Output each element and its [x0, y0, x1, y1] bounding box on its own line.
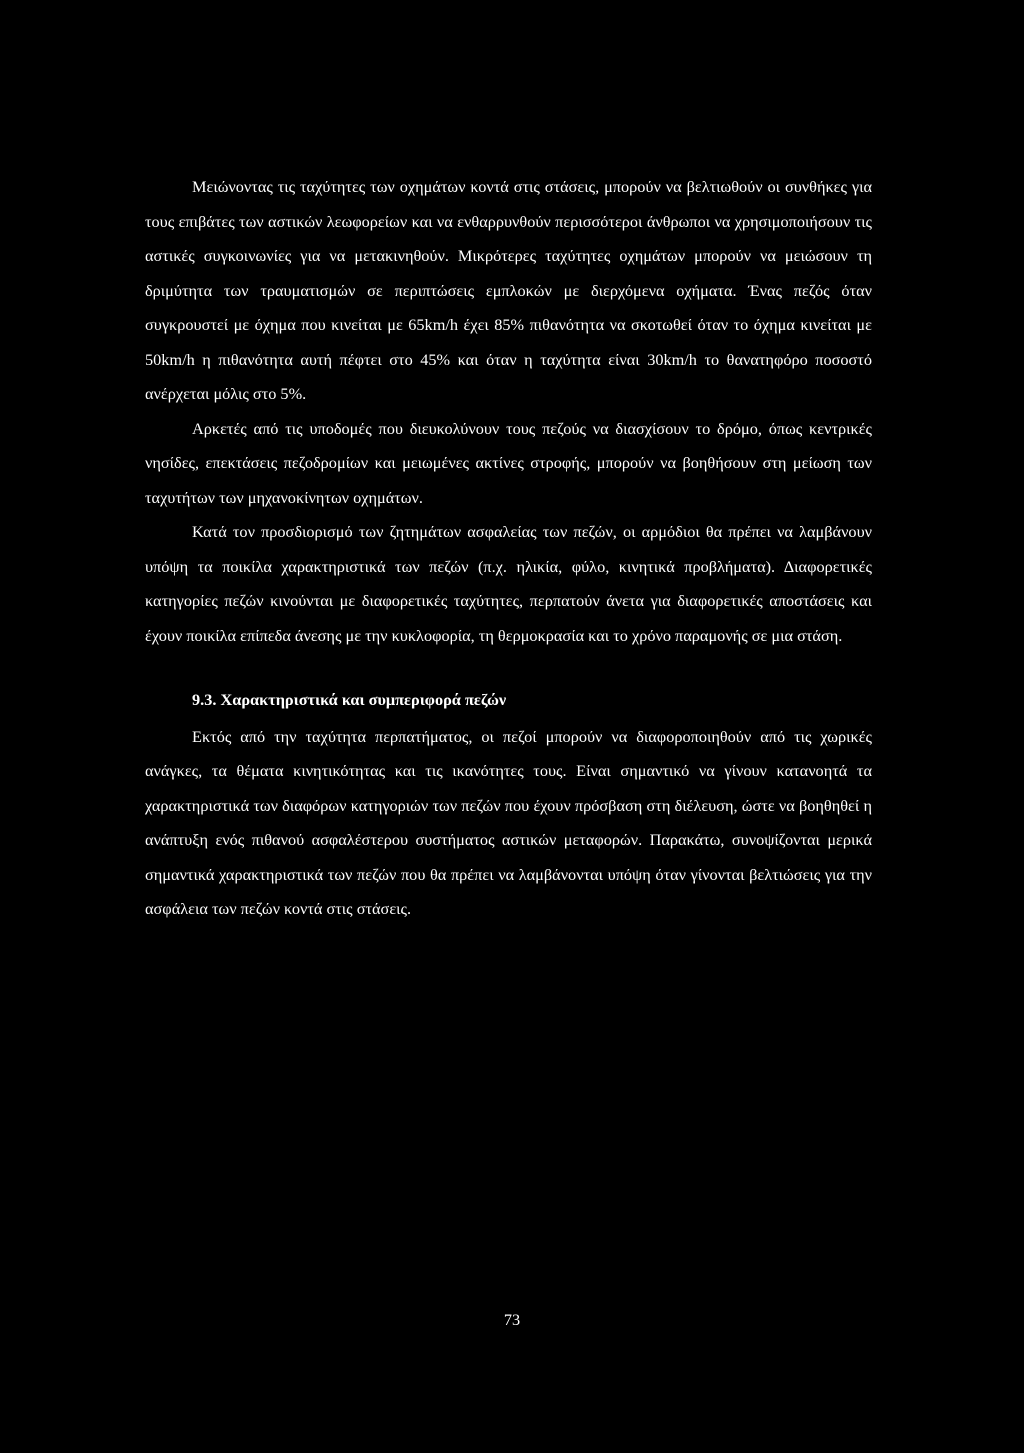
section-title: Χαρακτηριστικά και συμπεριφορά πεζών	[220, 690, 507, 709]
page-content	[145, 170, 872, 927]
section-heading	[145, 683, 872, 718]
paragraph-infrastructure: Αρκετές από τις υποδομές που διευκολύνουν τους πεζούς να διασχίσουν το δρόμο, όπως κεντρικές νησίδες, επεκτάσεις πεζοδρομίων και μειωμένες ακτίνες στροφής, μπορούν να βοηθήσουν στη μείωση των ταχυτήτων των μηχανοκίνητων οχημάτων.	[145, 418, 872, 507]
paragraph-pedestrian-characteristics: Κατά τον προσδιορισμό των ζητημάτων ασφαλείας των πεζών, οι αρμόδιοι θα πρέπει να λαμβάνουν υπόψη τα ποικίλα χαρακτηριστικά των πεζών (π.χ. ηλικία, φύλο, κινητικά προβλήματα). Διαφορετικές κατηγορίες πεζών κινούνται με διαφορετικές ταχύτητες, περπατούν άνετα για διαφορετικές αποστάσεις και έχουν ποικίλα επίπεδα άνεσης με την κυκλοφορία, τη θερμοκρασία και το χρόνο παραμονής σε μια στάση.	[145, 522, 872, 645]
section-number: 9.3.	[192, 690, 217, 709]
page-number: 73	[503, 1310, 521, 1329]
paragraph-section-intro: Εκτός από την ταχύτητα περπατήματος, οι πεζοί μπορούν να διαφοροποιηθούν από τις χωρικές ανάγκες, τα θέματα κινητικότητας και τις ικανότητες τους. Είναι σημαντικό να γίνουν κατανοητά τα χαρακτηριστικά των διαφόρων κατηγοριών των πεζών που έχουν πρόσβαση στη διέλευση, ώστε να βοηθηθεί η ανάπτυξη ενός πιθανού ασφαλέστερου συστήματος αστικών μεταφορών. Παρακάτω, συνοψίζονται μερικά σημαντικά χαρακτηριστικά των πεζών που θα πρέπει να λαμβάνονται υπόψη όταν γίνονται βελτιώσεις για την ασφάλεια των πεζών κοντά στις στάσεις.	[145, 726, 872, 918]
paragraph-speed-reduction: Μειώνοντας τις ταχύτητες των οχημάτων κοντά στις στάσεις, μπορούν να βελτιωθούν οι συνθήκες για τους επιβάτες των αστικών λεωφορείων και να ενθαρρυνθούν περισσότεροι άνθρωποι να χρησιμοποιήσουν τις αστικές συγκοινωνίες για να μετακινηθούν. Μικρότερες ταχύτητες οχημάτων μπορούν να μειώσουν τη δριμύτητα των τραυματισμών σε περιπτώσεις εμπλοκών με διερχόμενα οχήματα. Ένας πεζός όταν συγκρουστεί με όχημα που κινείται με 65km/h έχει 85% πιθανότητα να σκοτωθεί όταν το όχημα κινείται με 50km/h η πιθανότητα αυτή πέφτει στο 45% και όταν η ταχύτητα είναι 30km/h το θανατηφόρο ποσοστό ανέρχεται μόλις στο 5%.	[145, 177, 872, 403]
